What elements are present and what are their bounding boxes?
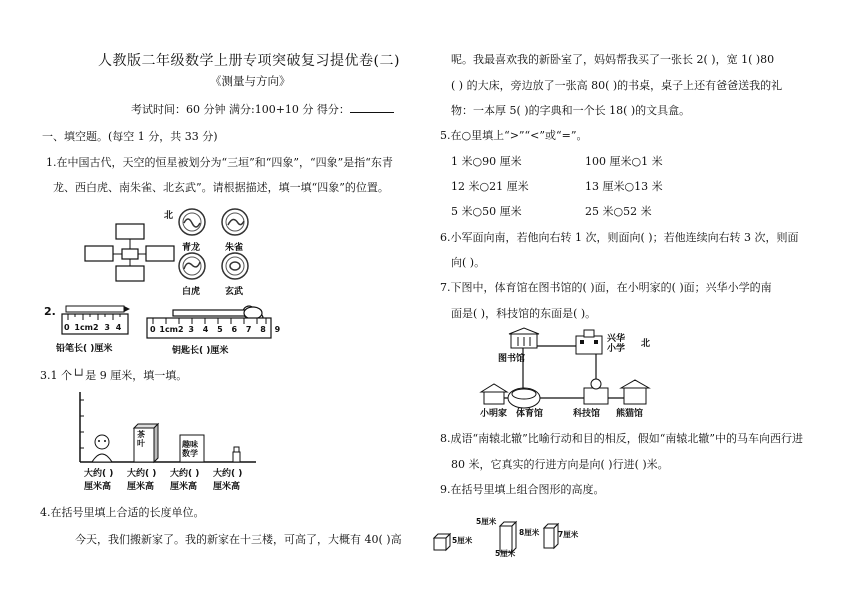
- q3-item-label-3-top: 大约( ): [170, 469, 200, 479]
- ruler2-tick-4: 4: [202, 325, 209, 334]
- q9-label-8cm: 8厘米: [519, 528, 540, 537]
- map-label-panda-house: 熊猫馆: [616, 409, 644, 419]
- key-length-label: 钥匙长( )厘米: [172, 346, 229, 356]
- pencil: [66, 306, 124, 312]
- zhuque-medallion: [222, 209, 248, 235]
- q3-item-label-2: [127, 466, 156, 492]
- ruler2-tick-8: 8: [260, 325, 266, 334]
- ruler1-tick-3: 3: [104, 323, 110, 332]
- animal-label-qinglong: 青龙: [182, 243, 201, 253]
- q1-figure: [80, 205, 280, 300]
- section-heading: 一、填空题。(每空 1 分，共 33 分): [42, 130, 218, 143]
- animal-label-zhuque: 朱雀: [225, 243, 244, 253]
- q3-item-label-4-top: 大约( ): [213, 469, 243, 479]
- answer-box-left[interactable]: [85, 246, 113, 261]
- ruler1-tick-1: 1cm2: [74, 323, 99, 332]
- q1-north-label: 北: [164, 211, 174, 221]
- exam-info-text: 考试时间：60 分钟 满分:100+10 分 得分：: [131, 103, 350, 116]
- q3-item-label-4-bottom: 厘米高: [213, 482, 241, 492]
- ruler2-tick-1: 1cm2: [159, 325, 184, 334]
- q6-line1: 6.小军面向南，若他向右转 1 次，则面向( )；若他连续向右转 3 次，则面: [440, 231, 799, 244]
- q4-para-line4: 物：一本厚 5( )的字典和一个长 18( )的文具盒。: [451, 104, 691, 117]
- exam-info: [131, 102, 394, 117]
- map-label-library: 图书馆: [498, 354, 526, 364]
- answer-box-top[interactable]: [116, 224, 144, 239]
- page-subtitle: 《测量与方向》: [210, 74, 291, 88]
- q7-line2: 面是( )，科技馆的东面是( )。: [451, 307, 597, 320]
- map-label-stadium: 体育馆: [516, 409, 544, 419]
- map-label-science-museum: 科技馆: [573, 409, 601, 419]
- animal-label-baihu: 白虎: [182, 287, 201, 297]
- q4-para1: 今天，我们搬新家了。我的新家在十三楼，可高了，大概有 40( )高: [75, 533, 402, 546]
- q6-line2: 向( )。: [451, 256, 486, 269]
- animal-label-xuanwu: 玄武: [225, 287, 244, 297]
- q5-item-2[interactable]: 100 厘米○1 米: [585, 155, 663, 168]
- ruler2-tick-5: 5: [217, 325, 223, 334]
- math-book-label: 趣味数学: [182, 440, 198, 458]
- baihu-medallion: [179, 253, 205, 279]
- tea-box-label: 茶叶: [137, 430, 145, 448]
- ruler2-tick-3: 3: [188, 325, 194, 334]
- q3-item-label-1-bottom: 厘米高: [84, 482, 112, 492]
- school-building: [576, 330, 602, 354]
- q3-item-label-2-bottom: 厘米高: [127, 482, 155, 492]
- q5-item-3[interactable]: 12 米○21 厘米: [451, 180, 529, 193]
- q9-label-bottom: 5厘米: [495, 549, 516, 558]
- q1-line2: 龙、西白虎、南朱雀、北玄武”。请根据描述，填一填“四象”的位置。: [53, 181, 389, 194]
- map-label-school: 兴华小学: [607, 334, 626, 354]
- q9-label-top: 5厘米: [476, 517, 497, 526]
- pencil-ruler-figure: [62, 300, 132, 340]
- answer-box-center: [122, 249, 138, 259]
- q7-line1: 7.下图中，体育馆在图书馆的( )面，在小明家的( )面；兴华小学的南: [440, 281, 772, 294]
- answer-box-right[interactable]: [146, 246, 174, 261]
- q3-item-label-4: [213, 466, 242, 492]
- xiaoming-house: [481, 384, 507, 404]
- answer-box-bottom[interactable]: [116, 266, 144, 281]
- qinglong-medallion: [179, 209, 205, 235]
- q3-item-label-2-top: 大约( ): [127, 469, 157, 479]
- q1-line1: 1.在中国古代，天空的恒星被划分为“三垣”和“四象”，“四象”是指“东青: [46, 156, 393, 169]
- q9-label-7cm: 7厘米: [558, 530, 579, 539]
- q8-line1: 8.成语“南辕北辙”比喻行动和目的相反，假如“南辕北辙”中的马车向西行进: [440, 432, 803, 445]
- q5-item-4[interactable]: 13 厘米○13 米: [585, 180, 663, 193]
- library-building: [509, 328, 539, 348]
- score-blank[interactable]: [350, 102, 394, 113]
- page-title: 人教版二年级数学上册专项突破复习提优卷(二): [98, 53, 400, 69]
- ruler2-tick-0: 0: [150, 325, 156, 334]
- pencil-length-label: 铅笔长( )厘米: [56, 344, 113, 354]
- q2-number: 2.: [44, 305, 56, 318]
- q7-north-label: 北: [641, 339, 651, 349]
- q3-figure: [58, 390, 263, 470]
- cube-small: [434, 534, 450, 550]
- ruler1-tick-0: 0: [64, 323, 70, 332]
- q3-item-label-3: [170, 466, 199, 492]
- science-museum: [584, 379, 608, 404]
- q3-item-label-1: [84, 466, 113, 492]
- stadium-building: [508, 388, 540, 408]
- q9-text: 9.在括号里填上组合图形的高度。: [440, 483, 605, 496]
- ruler2-tick-9: 9: [274, 325, 281, 334]
- q5-item-5[interactable]: 5 米○50 厘米: [451, 205, 522, 218]
- stack-right: [544, 524, 558, 548]
- q3-item-label-3-bottom: 厘米高: [170, 482, 198, 492]
- xuanwu-medallion: [222, 253, 248, 279]
- ruler1-tick-4: 4: [115, 323, 122, 332]
- doll-figure: [92, 435, 112, 462]
- q4-para-line2: 呢。我最喜欢我的新卧室了，妈妈帮我买了一张长 2( )，宽 1( )80: [451, 53, 775, 66]
- bottle: [233, 447, 240, 462]
- ruler2-tick-labels: [150, 325, 280, 334]
- q9-label-cube: 5厘米: [452, 536, 473, 545]
- q4-text: 4.在括号里填上合适的长度单位。: [40, 506, 205, 519]
- map-label-xiaoming-house: 小明家: [480, 409, 508, 419]
- q5-text: 5.在○里填上“>”“<”或“=”。: [440, 129, 588, 142]
- q5-item-6[interactable]: 25 米○52 米: [585, 205, 652, 218]
- q8-line2: 80 米，它真实的行进方向是向( )行进( )米。: [451, 458, 669, 471]
- q4-para-line3: ( ) 的大床，旁边放了一张高 80( )的书桌，桌子上还有爸爸送我的礼: [451, 79, 783, 92]
- ruler2-tick-6: 6: [231, 325, 238, 334]
- q5-item-1[interactable]: 1 米○90 厘米: [451, 155, 522, 168]
- key-ruler-figure: [145, 306, 275, 340]
- panda-house: [621, 380, 649, 404]
- ruler1-tick-labels: [64, 323, 121, 332]
- q3-text: 3.1 个└┘是 9 厘米，填一填。: [40, 369, 188, 382]
- q3-item-label-1-top: 大约( ): [84, 469, 114, 479]
- ruler2-tick-7: 7: [245, 325, 252, 334]
